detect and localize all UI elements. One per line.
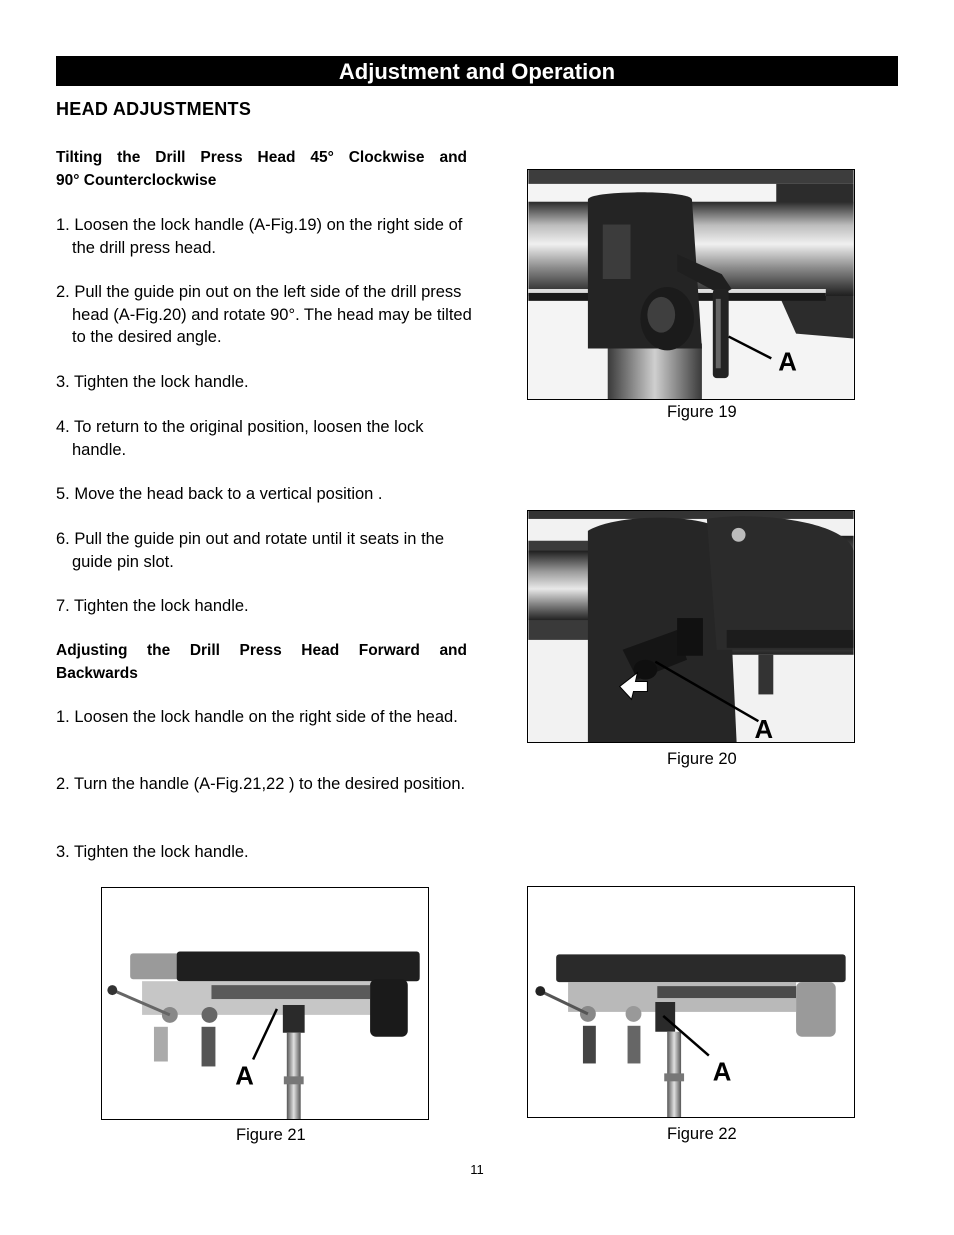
tilt-step-6: 6. Pull the guide pin out and rotate until it seats in the guide pin slot. bbox=[56, 530, 445, 571]
page-number: 11 bbox=[470, 1162, 484, 1177]
forward-heading-line1: Adjusting the Drill Press Head Forward and bbox=[56, 642, 467, 659]
figure-19-callout: A bbox=[778, 348, 797, 377]
page-header-banner: Adjustment and Operation bbox=[56, 56, 898, 86]
tilt-step-7: 7. Tighten the lock handle. bbox=[56, 597, 249, 615]
figure-21-callout: A bbox=[235, 1062, 254, 1091]
tilt-heading-line1: Tilting the Drill Press Head 45° Clockwise and bbox=[56, 149, 467, 166]
forward-step-1: 1. Loosen the lock handle on the right side of the head. bbox=[56, 708, 458, 726]
figure-19-caption: Figure 19 bbox=[667, 403, 737, 421]
figure-22-photo bbox=[527, 886, 855, 1118]
figure-20-caption: Figure 20 bbox=[667, 750, 737, 768]
tilt-heading-line2: 90° Counterclockwise bbox=[56, 172, 217, 189]
figure-20-photo bbox=[527, 510, 855, 743]
forward-step-2: 2. Turn the handle (A-Fig.21,22 ) to the desired position. bbox=[56, 775, 466, 793]
tilt-step-5: 5. Move the head back to a vertical position . bbox=[56, 485, 383, 503]
figure-22-caption: Figure 22 bbox=[667, 1125, 737, 1143]
tilt-step-4: 4. To return to the original position, loosen the lock handle. bbox=[56, 418, 424, 459]
tilt-step-2: 2. Pull the guide pin out on the left side of the drill press head (A-Fig.20) and rotate 90°. The head may be tilted to the desired angle. bbox=[56, 283, 472, 346]
figure-21-caption: Figure 21 bbox=[236, 1126, 306, 1144]
figure-19-photo bbox=[527, 169, 855, 400]
figure-20-callout: A bbox=[754, 716, 774, 742]
figure-21-photo bbox=[101, 887, 429, 1120]
forward-step-3: 3. Tighten the lock handle. bbox=[56, 843, 249, 861]
tilt-step-1: 1. Loosen the lock handle (A-Fig.19) on the right side of the drill press head. bbox=[56, 216, 463, 257]
figure-22-callout: A bbox=[712, 1058, 732, 1087]
tilt-step-3: 3. Tighten the lock handle. bbox=[56, 373, 249, 391]
section-title: HEAD ADJUSTMENTS bbox=[56, 99, 252, 119]
forward-heading-line2: Backwards bbox=[56, 665, 138, 682]
